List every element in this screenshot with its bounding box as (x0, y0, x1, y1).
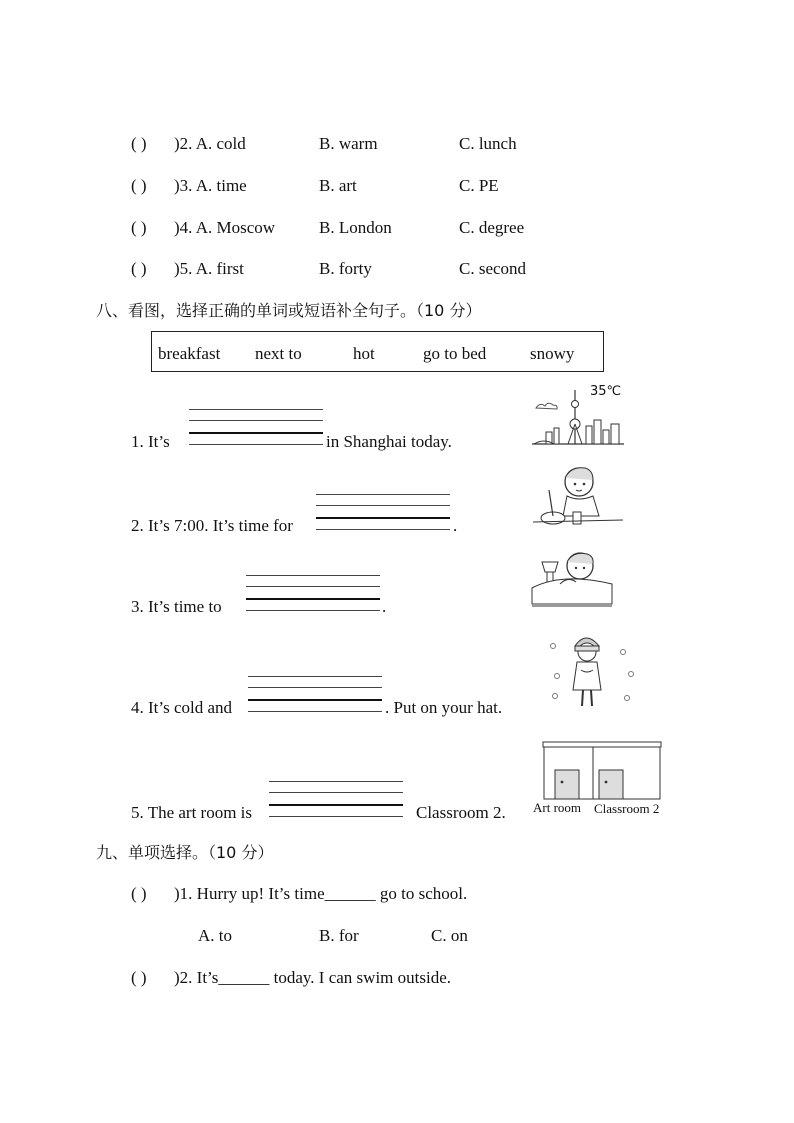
question-text: )2. It’s______ today. I can swim outside. (174, 968, 451, 987)
option-b: B. forty (319, 259, 372, 278)
option-a: A. to (198, 926, 232, 945)
writing-lines-2[interactable] (316, 494, 450, 530)
writing-lines-4[interactable] (248, 676, 382, 712)
sentence-4-end: . Put on your hat. (385, 698, 503, 717)
option-c: C. PE (459, 176, 499, 195)
option-a: )5. A. first (174, 259, 244, 278)
word-bank (151, 331, 604, 372)
sentence-1-start: 1. It’s (131, 432, 170, 451)
option-b: B. for (319, 926, 359, 945)
writing-lines-5[interactable] (269, 781, 403, 817)
word-bank-item: breakfast (158, 344, 221, 363)
option-b: B. London (319, 218, 392, 237)
classroom-2-label: Classroom 2 (594, 801, 660, 816)
question-text: )1. Hurry up! It’s time______ go to school. (174, 884, 468, 903)
sentence-2-start: 2. It’s 7:00. It’s time for (131, 516, 293, 535)
option-c: C. on (431, 926, 468, 945)
breakfast-picture (533, 460, 623, 532)
section-9-heading: 九、单项选择。（10 分） (96, 843, 274, 862)
word-bank-item: go to bed (423, 344, 487, 363)
option-c: C. degree (459, 218, 525, 237)
option-b: B. art (319, 176, 357, 195)
option-a: )4. A. Moscow (174, 218, 276, 237)
answer-bracket[interactable]: ( ) (131, 218, 147, 237)
snowy-picture (545, 632, 637, 712)
answer-bracket[interactable]: ( ) (131, 259, 147, 278)
temperature-label: 35℃ (590, 384, 622, 399)
option-c: C. lunch (459, 134, 517, 153)
sentence-2-end: . (453, 516, 458, 535)
sentence-1-end: in Shanghai today. (326, 432, 452, 451)
bedtime-picture (530, 548, 614, 616)
sentence-3-end: . (382, 597, 387, 616)
option-b: B. warm (319, 134, 378, 153)
word-bank-item: next to (255, 344, 302, 363)
option-a: )3. A. time (174, 176, 247, 195)
answer-bracket[interactable]: ( ) (131, 884, 147, 903)
answer-bracket[interactable]: ( ) (131, 134, 147, 153)
writing-lines-3[interactable] (246, 575, 380, 611)
writing-lines-1[interactable] (189, 409, 323, 445)
answer-bracket[interactable]: ( ) (131, 968, 147, 987)
section-8-heading: 八、看图，选择正确的单词或短语补全句子。（10 分） (96, 301, 482, 320)
sentence-5-end: Classroom 2. (416, 803, 506, 822)
rooms-picture (533, 740, 663, 820)
art-room-label: Art room (533, 800, 582, 815)
option-c: C. second (459, 259, 527, 278)
option-a: )2. A. cold (174, 134, 246, 153)
word-bank-item: hot (353, 344, 375, 363)
sentence-4-start: 4. It’s cold and (131, 698, 233, 717)
answer-bracket[interactable]: ( ) (131, 176, 147, 195)
sentence-3-start: 3. It’s time to (131, 597, 222, 616)
word-bank-item: snowy (530, 344, 575, 363)
sentence-5-start: 5. The art room is (131, 803, 253, 822)
shanghai-skyline-picture (532, 380, 624, 448)
